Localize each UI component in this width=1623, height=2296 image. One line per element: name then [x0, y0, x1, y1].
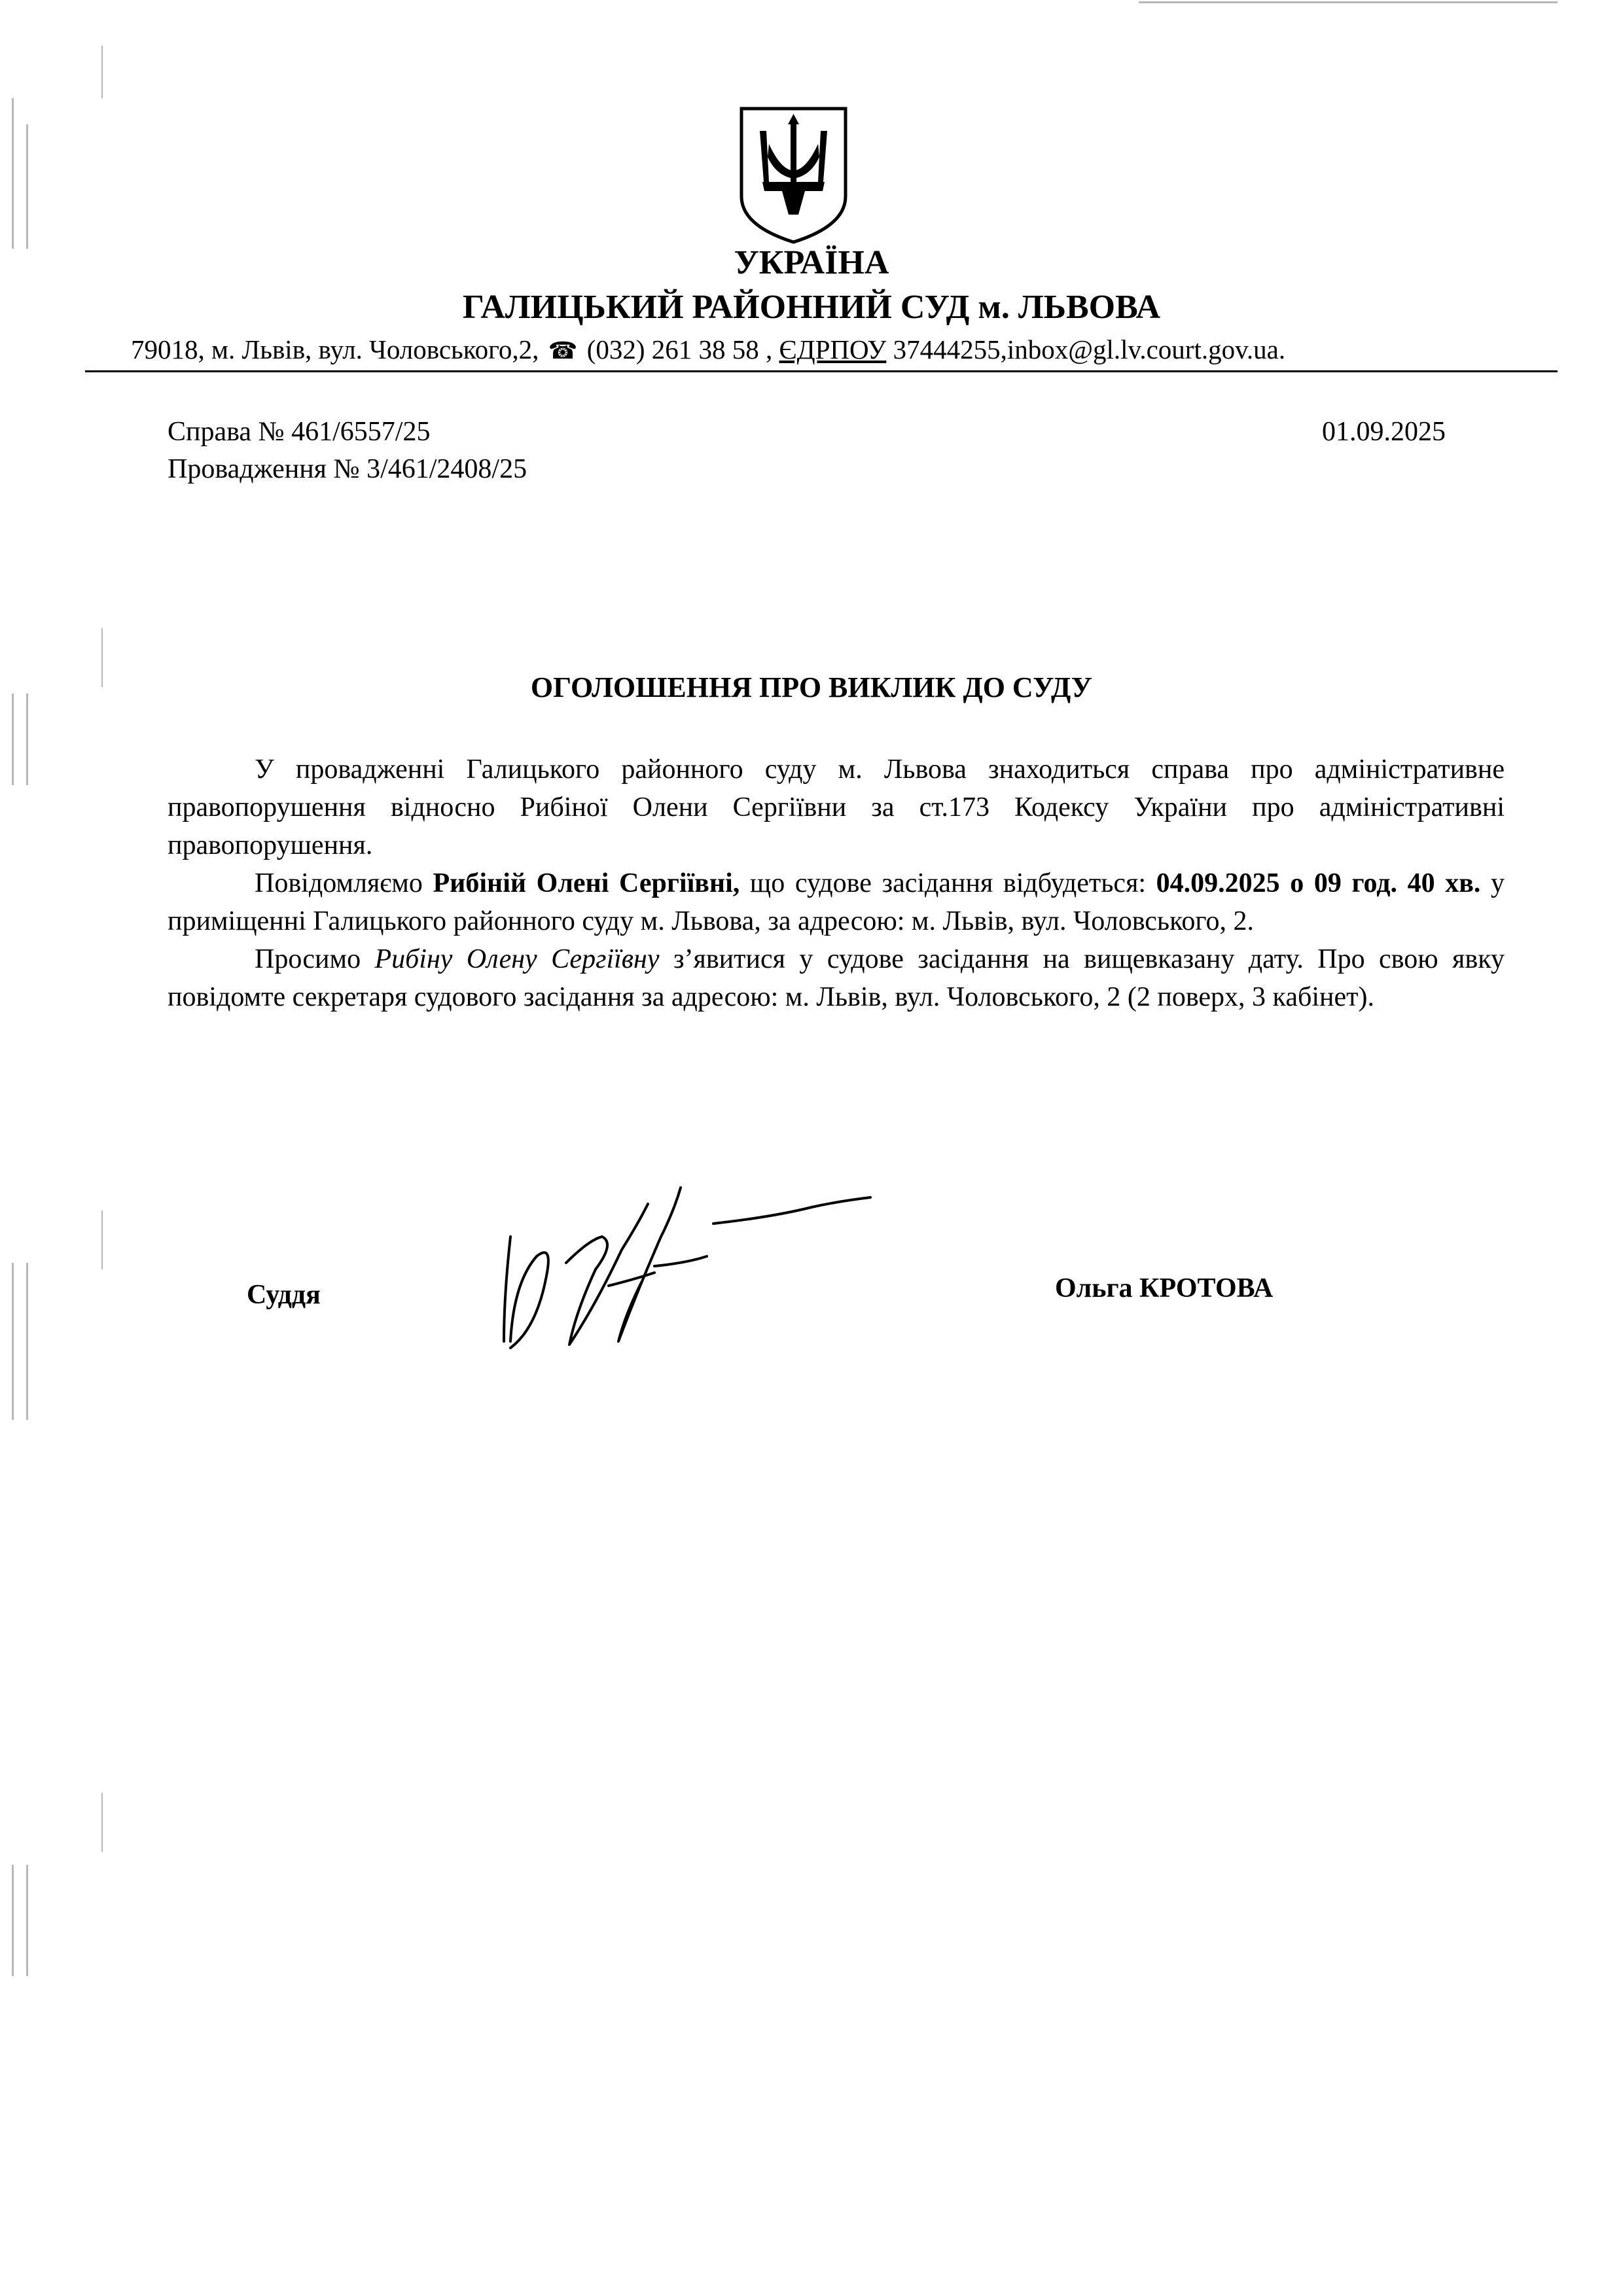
- scan-artifact: [101, 1793, 103, 1852]
- paragraph-1: У провадженні Галицького районного суду м. Львова знаходиться справа про адміністративне правопорушення відносно Рибіної Олени Сергіївни за ст.173 Кодексу України про адміністративні правопорушення.: [168, 754, 1505, 860]
- signatory-name: Ольга КРОТОВА: [1055, 1273, 1274, 1303]
- paragraph-3: [168, 940, 1505, 1016]
- paragraph-3-tail: з’явитися у судове засідання на вищевказану дату. Про свою явку повідомте секретаря судового засідання за адресою: м. Львів, вул. Чоловського, 2 (2 поверх, 3 кабінет).: [168, 944, 1505, 1012]
- coat-of-arms-icon: [736, 105, 851, 245]
- hearing-datetime: 04.09.2025 о 09 год. 40 хв.: [1156, 868, 1481, 898]
- scan-artifact: [26, 1865, 28, 1976]
- header-address: 79018, м. Львів, вул. Чоловського,2,: [131, 334, 539, 364]
- scan-artifact: [26, 694, 28, 785]
- scan-artifact: [26, 1263, 28, 1420]
- summoned-person-name: Рибіній Олені Сергіївні,: [433, 868, 740, 898]
- summoned-person-name-italic: Рибіну Олену Сергіївну: [374, 944, 660, 974]
- paragraph-2-middle: що судове засідання відбудеться:: [740, 868, 1156, 898]
- proceeding-number: Провадження № 3/461/2408/25: [168, 454, 527, 484]
- header-court-name: ГАЛИЦЬКИЙ РАЙОННИЙ СУД м. ЛЬВОВА: [462, 289, 1161, 326]
- phone-icon: ☎: [548, 338, 578, 364]
- scan-artifact: [12, 694, 14, 785]
- scan-artifact: [1139, 1, 1558, 3]
- scan-artifact: [12, 98, 14, 249]
- scan-artifact: [101, 46, 103, 98]
- document-date: 01.09.2025: [1322, 417, 1446, 447]
- document-body: [168, 751, 1505, 1016]
- paragraph-2: [168, 864, 1505, 940]
- header-phone: (032) 261 38 58 ,: [586, 334, 773, 364]
- header-country: УКРАЇНА: [734, 244, 889, 281]
- header-divider: [85, 370, 1558, 372]
- scan-artifact: [12, 1865, 14, 1976]
- header-contacts: [131, 334, 1554, 365]
- paragraph-3-lead: Просимо: [255, 944, 375, 974]
- scan-artifact: [101, 1210, 103, 1269]
- document-title: ОГОЛОШЕННЯ ПРО ВИКЛИК ДО СУДУ: [530, 671, 1093, 703]
- scan-artifact: [26, 124, 28, 249]
- handwritten-signature: [497, 1165, 903, 1381]
- paragraph-2-tail: у приміщенні Галицького районного суду м. Львова, за адресою: м. Львів, вул. Чоловського, 2.: [168, 868, 1505, 936]
- header-edrpou-email[interactable]: 37444255,inbox@gl.lv.court.gov.ua.: [893, 334, 1286, 364]
- header-edrpou-label: ЄДРПОУ: [779, 334, 887, 364]
- scan-artifact: [12, 1263, 14, 1420]
- case-number: Справа № 461/6557/25: [168, 417, 431, 447]
- paragraph-2-lead: Повідомляємо: [255, 868, 433, 898]
- signatory-role: Суддя: [247, 1280, 321, 1310]
